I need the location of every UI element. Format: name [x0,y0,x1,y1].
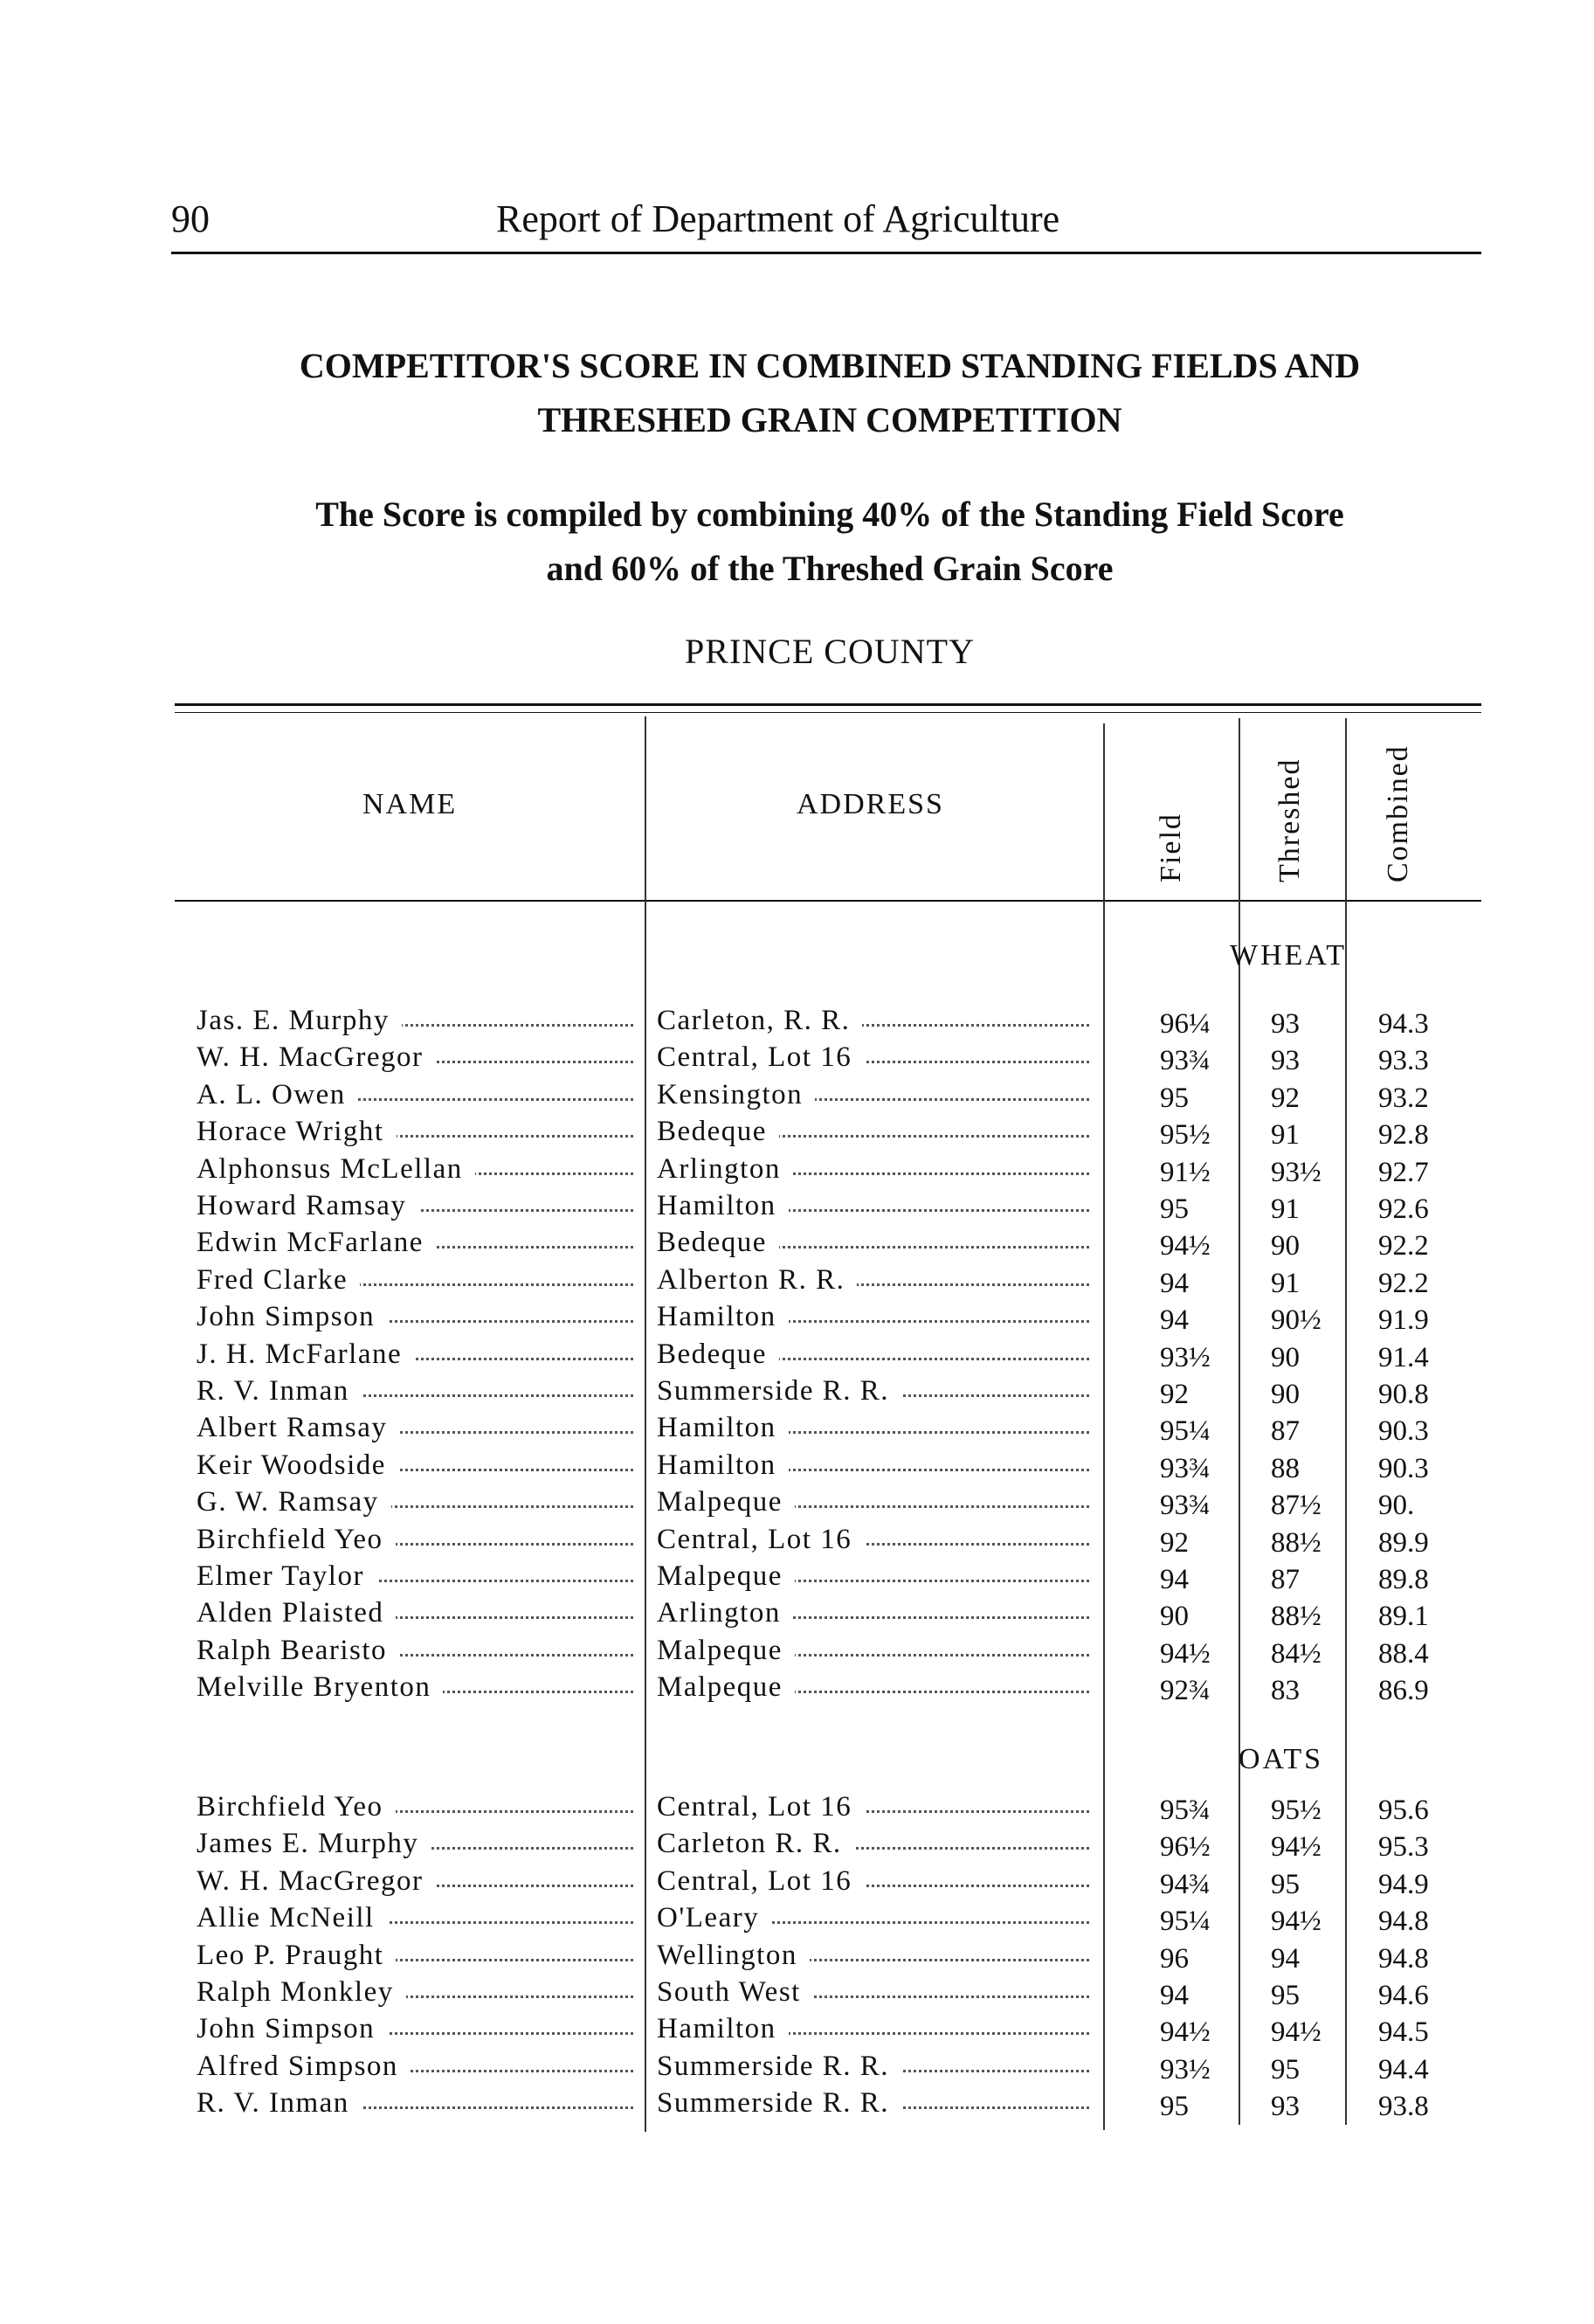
table-row [0,2087,1594,2124]
competitor-address-text: Malpeque [657,1671,795,1703]
competitor-address-text: Bedeque [657,1227,779,1258]
threshed-score: 90 [1271,1230,1300,1262]
combined-score: 93.8 [1378,2091,1429,2123]
field-score: 95¼ [1160,1906,1211,1938]
table-row [0,1412,1594,1449]
competitor-name-text: Alden Plaisted [197,1597,396,1629]
table-header-rule [175,900,1481,902]
competitor-address [657,1635,1089,1667]
competitor-address [657,2051,1089,2083]
field-score: 94 [1160,1304,1189,1337]
competitor-address [657,1412,1089,1444]
competitor-name-text: Alfred Simpson [197,2051,411,2082]
competitor-address-text: Malpeque [657,1560,795,1592]
competitor-name [197,2087,633,2120]
competitor-name-text: R. V. Inman [197,2087,362,2119]
table-row [0,1597,1594,1634]
combined-score: 89.9 [1378,1526,1429,1559]
combined-score: 91.9 [1378,1304,1429,1337]
competitor-address [657,1301,1089,1333]
competitor-address [657,1153,1089,1186]
combined-score: 94.6 [1378,1980,1429,2011]
competitor-name [197,1597,633,1629]
table-row [0,1190,1594,1227]
competitor-name-text: Edwin McFarlane [197,1227,436,1258]
competitor-address [657,1190,1089,1222]
field-score: 92¾ [1160,1675,1211,1707]
threshed-score: 93 [1271,2091,1300,2123]
competitor-address [657,1264,1089,1297]
county-heading: PRINCE COUNTY [685,632,975,671]
table-row [0,1560,1594,1597]
competitor-address [657,1671,1089,1704]
combined-score: 90.3 [1378,1452,1429,1484]
field-score: 96 [1160,1942,1189,1975]
threshed-score: 90 [1271,1379,1300,1410]
combined-score: 93.3 [1378,1045,1429,1077]
table-row [0,1524,1594,1560]
competitor-address [657,1079,1089,1111]
competitor-name [197,1079,633,1111]
competitor-name [197,1902,633,1934]
competitor-name-text: John Simpson [197,1301,387,1332]
threshed-score: 84½ [1271,1637,1321,1670]
page-subtitle [131,488,1528,596]
competitor-name-text: G. W. Ramsay [197,1486,391,1518]
competitor-address [657,1524,1089,1556]
table-row [0,1635,1594,1671]
competitor-address-text: Hamilton [657,1412,789,1443]
field-score: 96½ [1160,1831,1211,1864]
competitor-address [657,1791,1089,1823]
table-row [0,1153,1594,1190]
competitor-address-text: Arlington [657,1597,793,1629]
field-score: 95 [1160,1082,1189,1114]
competitor-name [197,1153,633,1186]
competitor-address [657,1449,1089,1482]
field-score: 94 [1160,1267,1189,1299]
threshed-score: 88½ [1271,1526,1321,1559]
competitor-name-text: Horace Wright [197,1116,397,1147]
threshed-score: 90 [1271,1341,1300,1373]
threshed-score: 91 [1271,1267,1300,1299]
competitor-name-text: R. V. Inman [197,1375,362,1407]
combined-score: 95.3 [1378,1831,1429,1864]
competitor-address [657,1041,1089,1074]
column-header-field: Field [1155,813,1187,882]
competitor-name-text: Ralph Monkley [197,1976,406,2008]
threshed-score: 90½ [1271,1304,1321,1337]
competitor-name-text: W. H. MacGregor [197,1865,436,1897]
competitor-address-text: Hamilton [657,1190,789,1221]
field-score: 95½ [1160,1119,1211,1152]
combined-score: 89.1 [1378,1601,1429,1633]
combined-score: 90.3 [1378,1415,1429,1448]
competitor-name [197,1041,633,1074]
competitor-address-text: Alberton R. R. [657,1264,857,1296]
table-row [0,1227,1594,1263]
field-score: 92 [1160,1379,1189,1410]
table-row [0,1079,1594,1116]
threshed-score: 93½ [1271,1156,1321,1188]
field-score: 95¾ [1160,1795,1211,1826]
combined-score: 92.2 [1378,1267,1429,1299]
competitor-name-text: Birchfield Yeo [197,1524,396,1555]
table-row [0,2013,1594,2050]
combined-score: 86.9 [1378,1675,1429,1707]
competitor-address-text: South West [657,1976,813,2008]
competitor-name-text: Leo P. Praught [197,1940,396,1971]
threshed-score: 91 [1271,1193,1300,1225]
combined-score: 88.4 [1378,1637,1429,1670]
competitor-name-text: J. H. McFarlane [197,1338,414,1370]
field-score: 94½ [1160,1637,1211,1670]
competitor-address [657,1865,1089,1898]
table-row [0,1301,1594,1338]
field-score: 96¼ [1160,1008,1211,1040]
combined-score: 94.5 [1378,2016,1429,2049]
table-row [0,2051,1594,2087]
competitor-name-text: Ralph Bearisto [197,1635,399,1666]
competitor-address-text: Malpeque [657,1486,795,1518]
competitor-name-text: Allie McNeill [197,1902,387,1933]
table-row [0,1791,1594,1828]
threshed-score: 95 [1271,1980,1300,2011]
competitor-name-text: Albert Ramsay [197,1412,399,1443]
field-score: 92 [1160,1526,1189,1559]
competitor-address-text: Carleton R. R. [657,1828,854,1859]
competitor-name [197,1005,633,1037]
competitor-address-text: Bedeque [657,1338,779,1370]
competitor-name-text: Keir Woodside [197,1449,398,1481]
competitor-address [657,1976,1089,2009]
competitor-address [657,2087,1089,2120]
threshed-score: 94½ [1271,2016,1321,2049]
threshed-score: 95 [1271,1868,1300,1900]
competitor-name [197,1264,633,1297]
table-row [0,1338,1594,1375]
competitor-address-text: Central, Lot 16 [657,1041,864,1073]
threshed-score: 88 [1271,1452,1300,1484]
running-title: Report of Department of Agriculture [496,197,1060,240]
threshed-score: 91 [1271,1119,1300,1152]
competitor-name [197,1486,633,1518]
competitor-name [197,1940,633,1972]
field-score: 93½ [1160,2053,1211,2085]
competitor-name-text: John Simpson [197,2013,387,2044]
competitor-address [657,1828,1089,1860]
combined-score: 92.6 [1378,1193,1429,1225]
competitor-name-text: A. L. Owen [197,1079,358,1110]
table-row [0,1486,1594,1523]
competitor-name [197,1449,633,1482]
field-score: 94 [1160,1980,1189,2011]
column-header-threshed: Threshed [1273,757,1306,882]
combined-score: 92.7 [1378,1156,1429,1188]
competitor-name [197,2013,633,2045]
combined-score: 94.8 [1378,1906,1429,1938]
competitor-address [657,1597,1089,1629]
combined-score: 92.2 [1378,1230,1429,1262]
combined-score: 90.8 [1378,1379,1429,1410]
title-line-2: THRESHED GRAIN COMPETITION [537,400,1122,439]
competitor-name-text: Alphonsus McLellan [197,1153,475,1185]
competitor-name [197,1116,633,1148]
table-row [0,1264,1594,1301]
threshed-score: 95½ [1271,1795,1321,1826]
competitor-name [197,1671,633,1704]
header-rule [171,252,1481,254]
competitor-name-text: Fred Clarke [197,1264,360,1296]
competitor-address-text: Kensington [657,1079,815,1110]
competitor-name [197,1375,633,1408]
combined-score: 92.8 [1378,1119,1429,1152]
competitor-name-text: Melville Bryenton [197,1671,443,1703]
competitor-address-text: Central, Lot 16 [657,1524,864,1555]
competitor-name [197,1828,633,1860]
threshed-score: 83 [1271,1675,1300,1707]
competitor-name-text: W. H. MacGregor [197,1041,436,1073]
combined-score: 93.2 [1378,1082,1429,1114]
field-score: 93¾ [1160,1490,1211,1522]
competitor-address-text: Central, Lot 16 [657,1865,864,1897]
subtitle-line-2: and 60% of the Threshed Grain Score [546,549,1114,588]
section-label-oats: OATS [1239,1743,1324,1775]
column-header-address: ADDRESS [797,788,944,820]
table-row [0,1865,1594,1902]
competitor-address [657,1005,1089,1037]
column-header-name: NAME [362,788,458,820]
field-score: 94½ [1160,2016,1211,2049]
competitor-name [197,1560,633,1593]
combined-score: 95.6 [1378,1795,1429,1826]
page-title [131,339,1528,447]
combined-score: 89.8 [1378,1564,1429,1595]
field-score: 95 [1160,2091,1189,2123]
competitor-name [197,1865,633,1898]
threshed-score: 93 [1271,1008,1300,1040]
competitor-address-text: Hamilton [657,2013,789,2044]
table-top-rule-thin [175,712,1481,713]
competitor-address-text: Summerside R. R. [657,1375,901,1407]
combined-score: 90. [1378,1490,1415,1522]
subtitle-line-1: The Score is compiled by combining 40% of the Standing Field Score [315,495,1344,534]
competitor-name-text: Elmer Taylor [197,1560,376,1592]
competitor-address-text: Summerside R. R. [657,2051,901,2082]
table-row [0,1671,1594,1708]
table-row [0,1940,1594,1976]
competitor-address-text: Carleton, R. R. [657,1005,862,1036]
competitor-name [197,2051,633,2083]
competitor-address-text: Arlington [657,1153,793,1185]
competitor-address [657,1940,1089,1972]
competitor-address-text: Hamilton [657,1449,789,1481]
combined-score: 94.4 [1378,2053,1429,2085]
field-score: 94¾ [1160,1868,1211,1900]
combined-score: 91.4 [1378,1341,1429,1373]
competitor-address [657,1227,1089,1259]
competitor-address-text: Wellington [657,1940,810,1971]
title-line-1: COMPETITOR'S SCORE IN COMBINED STANDING FIELDS AND [299,346,1361,385]
combined-score: 94.3 [1378,1008,1429,1040]
competitor-name [197,1227,633,1259]
threshed-score: 87 [1271,1564,1300,1595]
competitor-address-text: Summerside R. R. [657,2087,901,2119]
table-row [0,1041,1594,1078]
table-row [0,1116,1594,1152]
threshed-score: 94 [1271,1942,1300,1975]
competitor-address-text: Bedeque [657,1116,779,1147]
table-top-rule [175,703,1481,706]
threshed-score: 87 [1271,1415,1300,1448]
section-label-wheat: WHEAT [1230,939,1347,972]
competitor-name [197,1301,633,1333]
competitor-name [197,1190,633,1222]
competitor-name [197,1635,633,1667]
table-row [0,1375,1594,1412]
threshed-score: 94½ [1271,1831,1321,1864]
competitor-address [657,1375,1089,1408]
competitor-name [197,1524,633,1556]
competitor-address [657,1560,1089,1593]
threshed-score: 88½ [1271,1601,1321,1633]
threshed-score: 95 [1271,2053,1300,2085]
competitor-address [657,1486,1089,1518]
competitor-address-text: O'Leary [657,1902,771,1933]
table-row [0,1902,1594,1939]
table-row [0,1828,1594,1864]
field-score: 93½ [1160,1341,1211,1373]
field-score: 91½ [1160,1156,1211,1188]
competitor-name [197,1338,633,1371]
page-number: 90 [171,197,210,240]
threshed-score: 87½ [1271,1490,1321,1522]
competitor-address [657,1338,1089,1371]
field-score: 94 [1160,1564,1189,1595]
competitor-name [197,1791,633,1823]
competitor-name [197,1976,633,2009]
competitor-name-text: Birchfield Yeo [197,1791,396,1823]
competitor-name-text: James E. Murphy [197,1828,431,1859]
competitor-name-text: Howard Ramsay [197,1190,418,1221]
field-score: 95 [1160,1193,1189,1225]
threshed-score: 92 [1271,1082,1300,1114]
table-row [0,1449,1594,1486]
competitor-address-text: Hamilton [657,1301,789,1332]
competitor-address [657,2013,1089,2045]
table-row [0,1976,1594,2013]
combined-score: 94.8 [1378,1942,1429,1975]
competitor-address-text: Central, Lot 16 [657,1791,864,1823]
threshed-score: 93 [1271,1045,1300,1077]
column-header-combined: Combined [1382,744,1414,882]
field-score: 93¾ [1160,1045,1211,1077]
running-head [171,197,1481,240]
competitor-address-text: Malpeque [657,1635,795,1666]
field-score: 93¾ [1160,1452,1211,1484]
table-row [0,1005,1594,1041]
field-score: 90 [1160,1601,1189,1633]
threshed-score: 94½ [1271,1906,1321,1938]
competitor-address [657,1116,1089,1148]
competitor-name [197,1412,633,1444]
competitor-name-text: Jas. E. Murphy [197,1005,402,1036]
field-score: 95¼ [1160,1415,1211,1448]
combined-score: 94.9 [1378,1868,1429,1900]
competitor-address [657,1902,1089,1934]
field-score: 94½ [1160,1230,1211,1262]
